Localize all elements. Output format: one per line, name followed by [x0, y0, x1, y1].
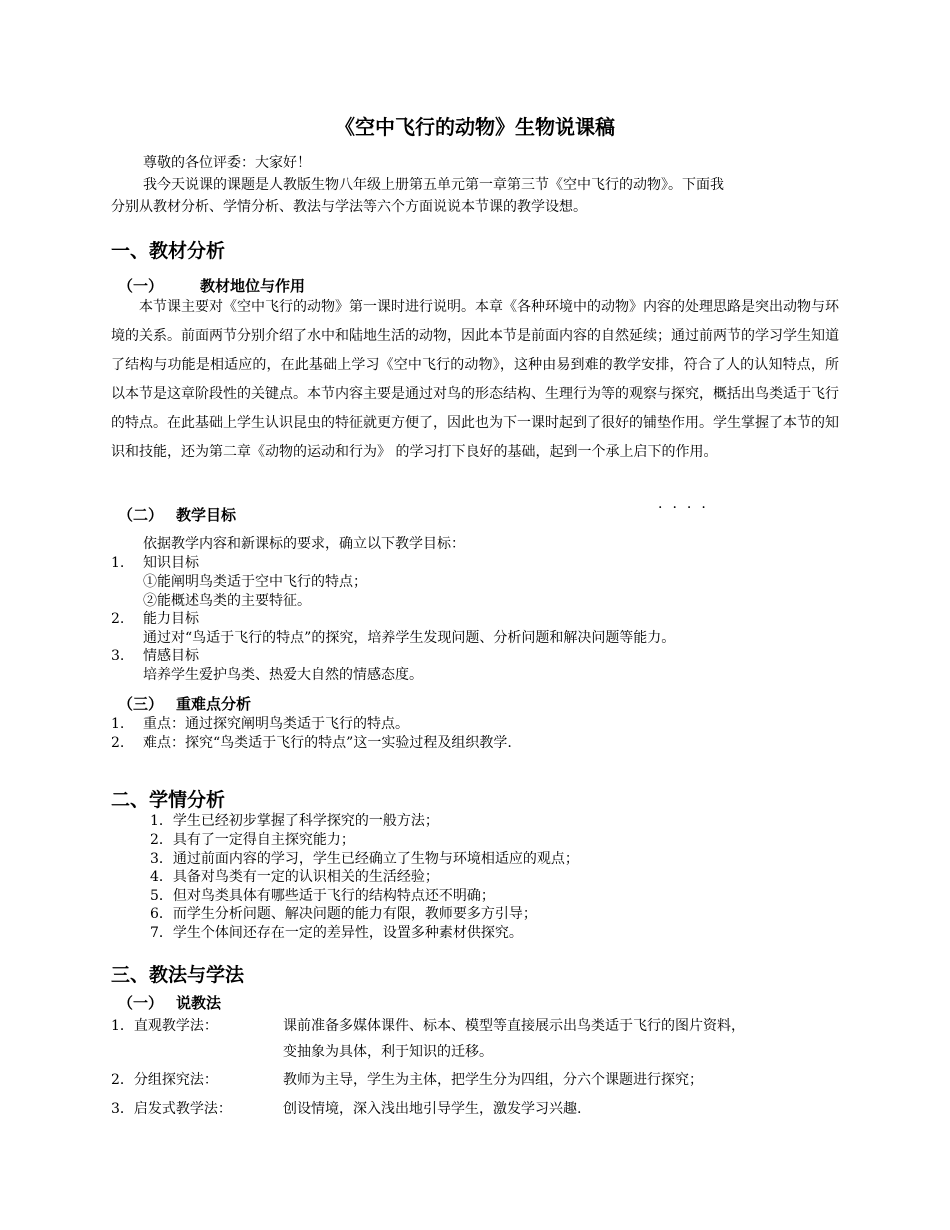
decorative-dots: ····: [658, 500, 716, 516]
method-3-text: 创设情境，深入浅出地引导学生，激发学习兴趣.: [283, 1101, 582, 1117]
sub1-heading: 教材地位与作用: [200, 277, 306, 295]
sec3-sub1-heading: 说教法: [176, 994, 222, 1012]
intro-line-1: 我今天说课的课题是人教版生物八年级上册第五单元第一章第三节《空中飞行的动物》。下面我: [143, 177, 724, 193]
intro-line-2: 分别从教材分析、学情分析、教法与学法等六个方面说说本节课的教学设想。: [111, 199, 587, 215]
sub2-number: （二）: [118, 506, 164, 524]
keypoint-1-number: 1.: [111, 716, 125, 732]
goal-2-label: 能力目标: [143, 611, 199, 627]
learner-item-6: 6．而学生分析问题、解决问题的能力有限，教师要多方引导；: [150, 906, 537, 922]
goal-3-label: 情感目标: [143, 648, 199, 664]
goal-1-item-2: ②能概述鸟类的主要特征。: [143, 593, 311, 609]
keypoint-1-text: 重点：通过探究阐明鸟类适于飞行的特点。: [143, 716, 409, 732]
goals-intro: 依据教学内容和新课标的要求，确立以下教学目标：: [143, 536, 465, 552]
doc-title: 《空中飞行的动物》生物说课稿: [335, 115, 615, 139]
learner-item-4: 4．具备对鸟类有一定的认识相关的生活经验；: [150, 869, 439, 885]
method-2-text: 教师为主导，学生为主体，把学生分为四组，分六个课题进行探究；: [283, 1072, 703, 1088]
goal-3-number: 3.: [111, 648, 125, 664]
goal-3-text: 培养学生爱护鸟类、热爱大自然的情感态度。: [143, 667, 423, 683]
keypoint-2-text: 难点：探究“鸟类适于飞行的特点”这一实验过程及组织教学.: [143, 735, 512, 751]
sub1-paragraph: 本节课主要对《空中飞行的动物》第一课时进行说明。本章《各种环境中的动物》内容的处理思路是突出动物与环境的关系。前面两节分别介绍了水中和陆地生活的动物，因此本节是前面内容的自然延续；通过前两节的学习学生知道了结构与功能是相适应的，在此基础上学习《空中飞行的动物》，这种由易到难的教学安排，符合了人的认知特点，所以本节是这章阶段性的关键点。本节内容主要是通过对鸟的形态结构、生理行为等的观察与探究，概括出鸟类适于飞行的特点。在此基础上学生认识昆虫的特征就更方便了，因此也为下一课时起到了很好的铺垫作用。学生掌握了本节的知识和技能，还为第二章《动物的运动和行为》 的学习打下良好的基础，起到一个承上启下的作用。: [111, 299, 839, 460]
method-2-name: 2．分组探究法：: [111, 1072, 218, 1088]
section2-heading: 二、学情分析: [111, 789, 226, 811]
learner-item-7: 7．学生个体间还存在一定的差异性，设置多种素材供探究。: [150, 925, 523, 941]
greeting: 尊敬的各位评委：大家好！: [143, 155, 311, 171]
sub3-number: （三）: [118, 695, 164, 713]
sub2-heading: 教学目标: [176, 506, 237, 524]
goal-1-item-1: ①能阐明鸟类适于空中飞行的特点；: [143, 574, 367, 590]
keypoint-2-number: 2.: [111, 735, 125, 751]
goal-2-number: 2.: [111, 611, 125, 627]
learner-item-3: 3．通过前面内容的学习，学生已经确立了生物与环境相适应的观点；: [150, 851, 579, 867]
learner-item-2: 2．具有了一定得自主探究能力；: [150, 832, 355, 848]
method-1-name: 1．直观教学法：: [111, 1018, 218, 1034]
method-1-text-cont: 变抽象为具体，利于知识的迁移。: [283, 1044, 493, 1060]
sub3-heading: 重难点分析: [176, 695, 252, 713]
sub1-number: （一）: [118, 277, 164, 295]
method-3-name: 3．启发式教学法：: [111, 1101, 232, 1117]
sec3-sub1-number: （一）: [118, 994, 164, 1012]
section3-heading: 三、教法与学法: [111, 964, 245, 986]
goal-1-label: 知识目标: [143, 555, 199, 571]
goal-2-text: 通过对“鸟适于飞行的特点”的探究，培养学生发现问题、分析问题和解决问题等能力。: [143, 630, 676, 646]
method-1-text: 课前准备多媒体课件、标本、模型等直接展示出鸟类适于飞行的图片资料，: [283, 1018, 745, 1034]
goal-1-number: 1.: [111, 555, 125, 571]
learner-item-5: 5．但对鸟类具体有哪些适于飞行的结构特点还不明确；: [150, 888, 495, 904]
learner-item-1: 1．学生已经初步掌握了科学探究的一般方法；: [150, 813, 439, 829]
section1-heading: 一、教材分析: [111, 240, 226, 262]
